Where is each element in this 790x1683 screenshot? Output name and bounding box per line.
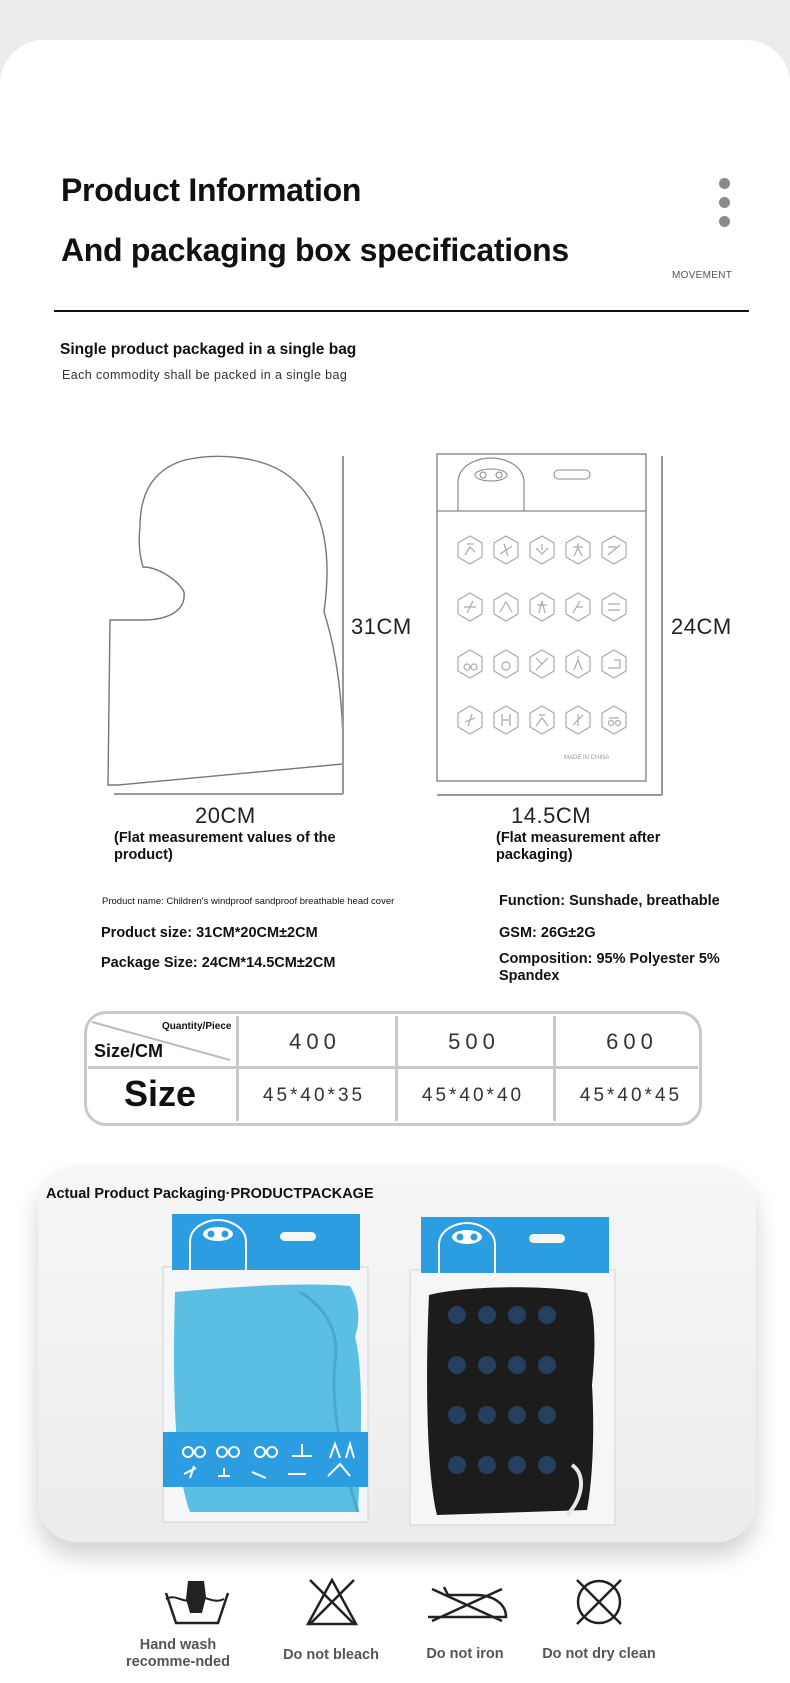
packaging-photo-card bbox=[38, 1166, 756, 1542]
spec-composition: Composition: 95% Polyester 5% Spandex bbox=[499, 951, 720, 984]
package-measure-note: (Flat measurement after packaging) bbox=[496, 830, 661, 863]
no-iron-icon bbox=[422, 1583, 512, 1625]
care-label-hand-wash: Hand wash recomme-nded bbox=[126, 1637, 230, 1670]
menu-dot-icon bbox=[719, 197, 730, 208]
section-subtitle: Each commodity shall be packed in a single bag bbox=[62, 368, 348, 382]
brand-tag: MOVEMENT bbox=[672, 270, 733, 281]
care-label-no-dry-clean: Do not dry clean bbox=[542, 1646, 656, 1662]
product-width-label: 20CM bbox=[195, 803, 256, 828]
section-title: Single product packaged in a single bag bbox=[60, 341, 357, 358]
care-label-no-bleach: Do not bleach bbox=[283, 1647, 379, 1663]
spec-product-size: Product size: 31CM*20CM±2CM bbox=[101, 925, 318, 941]
menu-dot-icon bbox=[719, 216, 730, 227]
divider bbox=[54, 310, 749, 312]
sport-icons-grid bbox=[458, 536, 626, 734]
quantity-cell: 600 bbox=[606, 1029, 658, 1054]
menu-dot-icon bbox=[719, 178, 730, 189]
spec-function: Function: Sunshade, breathable bbox=[499, 893, 720, 909]
spec-product-name: Product name: Children's windproof sandproof breathable head cover bbox=[102, 896, 395, 907]
size-cell: 45*40*40 bbox=[421, 1085, 525, 1106]
table-header-size: Size/CM bbox=[94, 1041, 164, 1061]
table-header-quantity: Quantity/Piece bbox=[162, 1021, 232, 1032]
spec-package-size: Package Size: 24CM*14.5CM±2CM bbox=[101, 955, 336, 971]
package-outline-diagram bbox=[436, 453, 666, 798]
product-outline-diagram bbox=[100, 452, 350, 802]
no-dry-clean-icon bbox=[573, 1576, 625, 1628]
packaging-title: Actual Product Packaging·PRODUCTPACKAGE bbox=[46, 1186, 374, 1202]
product-height-label: 31CM bbox=[351, 614, 412, 639]
black-product-package bbox=[407, 1215, 622, 1530]
quantity-cell: 500 bbox=[448, 1029, 500, 1054]
table-row-label: Size bbox=[124, 1073, 197, 1114]
product-measure-note: (Flat measurement values of the product) bbox=[114, 830, 336, 863]
page-subtitle: And packaging box specifications bbox=[61, 232, 569, 268]
size-cell: 45*40*35 bbox=[262, 1085, 366, 1106]
page-title: Product Information bbox=[61, 172, 362, 208]
blue-product-package bbox=[160, 1212, 375, 1527]
package-width-label: 14.5CM bbox=[511, 803, 592, 828]
quantity-cell: 400 bbox=[289, 1029, 341, 1054]
package-print-text: MADE IN CHINA bbox=[564, 755, 610, 761]
package-height-label: 24CM bbox=[671, 614, 732, 639]
care-label-no-iron: Do not iron bbox=[426, 1646, 504, 1662]
no-bleach-icon bbox=[304, 1576, 360, 1628]
spec-gsm: GSM: 26G±2G bbox=[499, 925, 596, 941]
table-divider bbox=[88, 1066, 698, 1069]
hand-wash-icon bbox=[162, 1577, 232, 1627]
size-cell: 45*40*45 bbox=[579, 1085, 683, 1106]
